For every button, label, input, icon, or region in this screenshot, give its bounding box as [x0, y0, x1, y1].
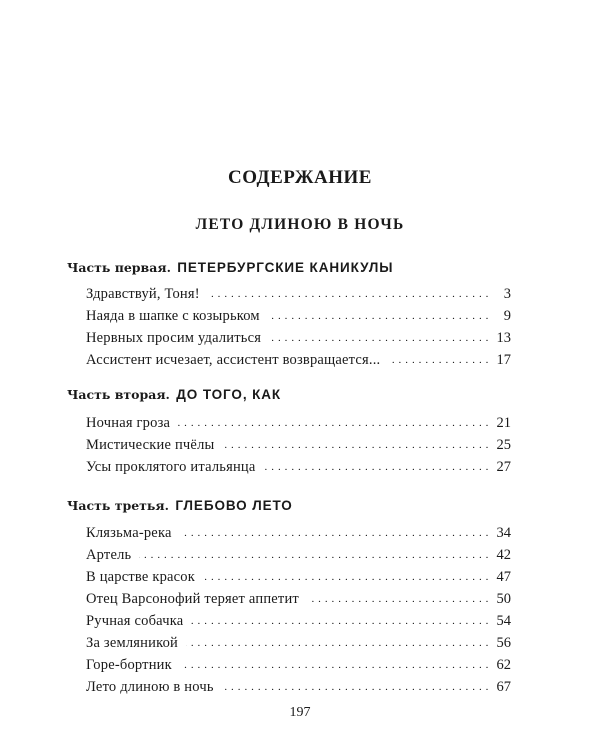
toc-entry[interactable]	[86, 654, 511, 676]
entry-page-number: 67	[496, 679, 511, 695]
entry-title: Здравствуй, Тоня!	[86, 286, 200, 302]
entry-title: Усы проклятого итальянца	[86, 459, 256, 475]
entry-title: Ночная гроза	[86, 415, 171, 431]
dot-leader	[178, 412, 489, 434]
part-label: Часть третья.	[67, 498, 169, 513]
dot-leader	[191, 610, 489, 632]
part-heading-2	[67, 386, 281, 404]
entry-title: Наяда в шапке с козырьком	[86, 308, 260, 324]
dot-leader	[388, 349, 489, 371]
entry-page-number: 56	[496, 635, 511, 651]
entry-page-number: 34	[496, 525, 511, 541]
entry-page-number: 62	[496, 657, 511, 673]
dot-leader	[180, 522, 489, 544]
entry-page-number: 50	[496, 591, 511, 607]
toc-entry[interactable]	[86, 544, 511, 566]
dot-leader	[268, 305, 489, 327]
part-label: Часть вторая.	[67, 387, 170, 402]
dot-leader	[208, 283, 489, 305]
entry-page-number: 9	[503, 308, 511, 324]
entry-page-number: 21	[496, 415, 511, 431]
entry-title: Нервных просим удалиться	[86, 330, 262, 346]
toc-entry[interactable]	[86, 283, 511, 305]
toc-entry[interactable]	[86, 632, 511, 654]
part-heading-1	[67, 259, 393, 277]
entry-title: Артель	[86, 547, 132, 563]
part-label: Часть первая.	[67, 260, 171, 275]
toc-entry[interactable]	[86, 522, 511, 544]
entry-title: Клязьма-река	[86, 525, 172, 541]
entry-page-number: 27	[496, 459, 511, 475]
toc-entry[interactable]	[86, 610, 511, 632]
book-title: ЛЕТО ДЛИНОЮ В НОЧЬ	[195, 216, 405, 233]
entry-title: Горе-бортник	[86, 657, 172, 673]
dot-leader	[307, 588, 489, 610]
entry-title: Отец Варсонофий теряет аппетит	[86, 591, 299, 607]
entry-title: Лето длиною в ночь	[86, 679, 214, 695]
entry-page-number: 42	[496, 547, 511, 563]
toc-entry[interactable]	[86, 327, 511, 349]
page-title: СОДЕРЖАНИЕ	[228, 167, 372, 188]
dot-leader	[264, 456, 489, 478]
toc-entry[interactable]	[86, 566, 511, 588]
entry-page-number: 47	[496, 569, 511, 585]
toc-entry[interactable]	[86, 456, 511, 478]
entry-page-number: 25	[496, 437, 511, 453]
dot-leader	[222, 676, 489, 698]
toc-entry[interactable]	[86, 676, 511, 698]
dot-leader	[203, 566, 489, 588]
part-name: ГЛЕБОВО ЛЕТО	[175, 498, 293, 513]
entry-title: Ассистент исчезает, ассистент возвращается...	[86, 352, 381, 368]
entry-title: Ручная собачка	[86, 613, 184, 629]
entry-title: В царстве красок	[86, 569, 195, 585]
toc-entry[interactable]	[86, 588, 511, 610]
dot-leader	[139, 544, 489, 566]
toc-entry[interactable]	[86, 434, 511, 456]
dot-leader	[222, 434, 489, 456]
entry-page-number: 3	[503, 286, 511, 302]
page-number: 197	[289, 705, 311, 720]
toc-entry[interactable]	[86, 349, 511, 371]
entry-page-number: 13	[496, 330, 511, 346]
entry-page-number: 54	[496, 613, 511, 629]
part-name: ДО ТОГО, КАК	[176, 387, 282, 402]
dot-leader	[269, 327, 489, 349]
toc-entry[interactable]	[86, 305, 511, 327]
part-name: ПЕТЕРБУРГСКИЕ КАНИКУЛЫ	[177, 260, 394, 275]
part-heading-3	[67, 497, 293, 515]
dot-leader	[186, 632, 489, 654]
dot-leader	[180, 654, 489, 676]
entry-title: За земляникой	[86, 635, 179, 651]
entry-title: Мистические пчёлы	[86, 437, 215, 453]
entry-page-number: 17	[496, 352, 511, 368]
toc-entry[interactable]	[86, 412, 511, 434]
